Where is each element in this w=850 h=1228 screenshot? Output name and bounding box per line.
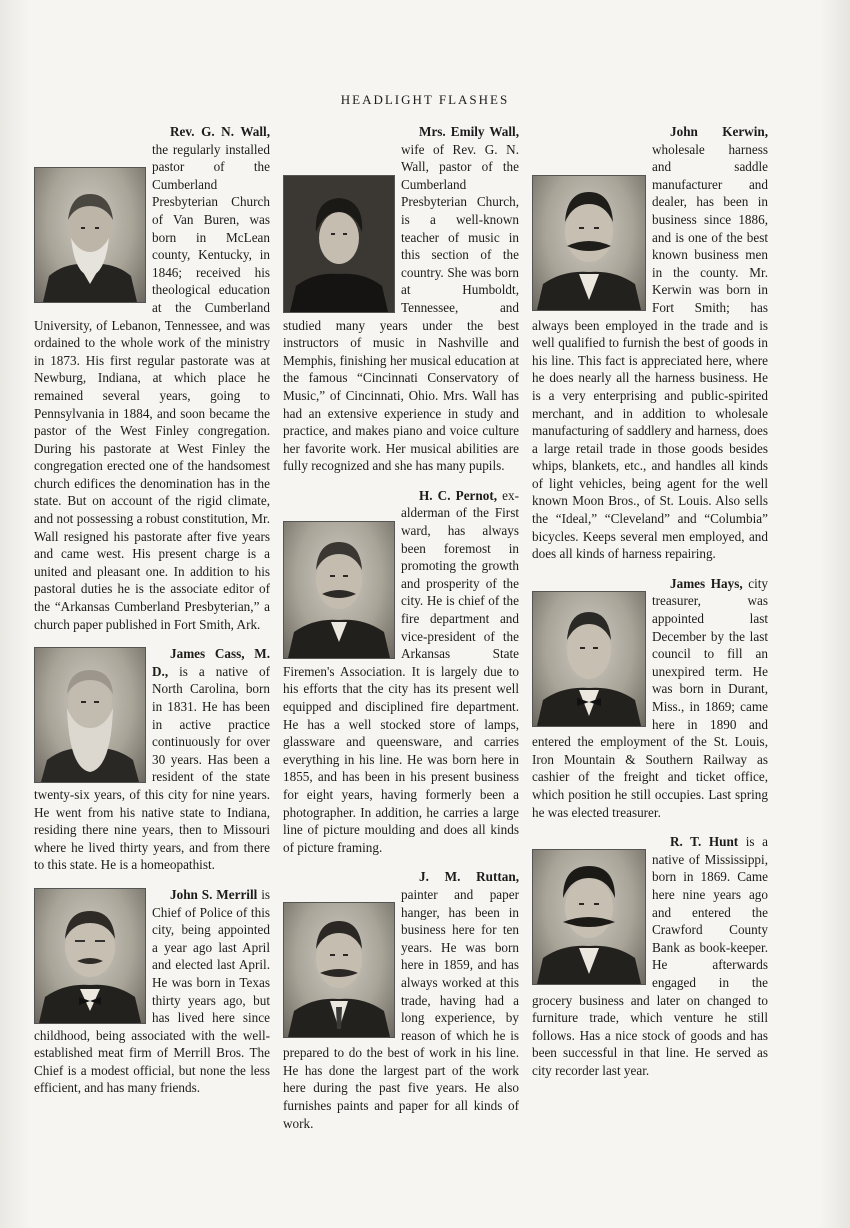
bio-ruttan	[283, 868, 519, 1132]
portrait-pernot	[283, 521, 395, 659]
bio-emily	[283, 123, 519, 475]
bio-name: Rev. G. N. Wall,	[170, 124, 270, 139]
portrait-merrill	[34, 888, 146, 1024]
bio-wall	[34, 123, 270, 633]
portrait-wall	[34, 167, 146, 303]
bio-name: Mrs. Emily Wall,	[419, 124, 519, 139]
bio-name: John Kerwin,	[670, 124, 768, 139]
bio-text: ex-alderman of the First ward, has always been foremost in promoting the growth and prosperity of the city. He is chief of the fire department and vice-president of the Arkansas State Firemen's Association. It is largely due to his efforts that the city has its present well equipped and disciplined fire department. He has a well stocked store of lamps, glassware and queensware, and carries everything in his line. He was born here in 1855, and has been in his present business for eight years, having formerly been a photographer. In addition, he carries a large line of picture moulding and does all kinds of picture framing.	[283, 487, 519, 855]
bio-text: is a native of Mississippi, born in 1869. Came here nine years ago and entered the Crawford County Bank as book-keeper. He afterwards engaged in the grocery business and later on changed to furniture trade, which venture he still follows. Has a nice stock of goods and has been successful in that line. He served as city recorder last year.	[532, 834, 769, 1078]
portrait-emily-wall	[283, 175, 395, 313]
portrait-cass	[34, 647, 146, 783]
bio-text: wholesale harness and saddle manufacturer and dealer, has been in business since 1886, and is one of the best known business men in the county. Mr. Kerwin was born in Fort Smith; has always been employed in the trade and is well qualified to furnish the best of goods in his line. This fact is appreciated here, where he does nearly all the harness business. He is a very enterprising and public-spirited merchant, and in addition to wholesale manufacturing of saddlery and harness, does a large retail trade in those goods besides whips, blankets, etc., and handles all kinds of light vehicles, being agent for the well known Moon Bros., of St. Louis. Also sells the “Ideal,” “Cleveland” and “Columbia” bicycles. Keeps several men employed, and does all kinds of harness repairing.	[532, 141, 768, 562]
bio-name: James Cass, M. D.,	[152, 646, 270, 679]
bio-merrill	[34, 886, 270, 1097]
portrait-hays	[532, 591, 646, 727]
bio-name: James Hays,	[670, 575, 743, 591]
bio-text: wife of Rev. G. N. Wall, pastor of the Cumberland Presbyterian Church, is a well-known teacher of music in this section of the country. She was born at Humboldt, Tennessee, and studied many years under the best instructors of music in Nashville and Memphis, finishing her musical education at the famous “Cincinnati Conservatory of Music,” of Cincinnati, Ohio. Mrs. Wall has had an extensive experience in study and practice, and makes piano and voice culture her favorite work. Her musical abilities are fully recognized and she has many pupils.	[283, 141, 519, 474]
bio-text: painter and paper hanger, has been in business here for ten years. He was born here in 1859, and has always worked at this trade, having had a long experience, by reason of which he is prepared to do the best of work in his line. He has done the largest part of the work here during the past five years. He also furnishes paints and paper for all kinds of work.	[283, 886, 519, 1131]
bio-text: is a native of North Carolina, born in 1831. He has been in active practice continuously for over 30 years. Has been a resident of the state twenty-six years, of this city for nine years. He went from his native state to Indiana, residing there nine years, then to Missouri where he lived thirty years, and from there to this state. He is a homeopathist.	[34, 663, 270, 873]
column-middle	[283, 123, 519, 1144]
bio-text: is Chief of Police of this city, being appointed a year ago last April and elected last April. He was born in Texas thirty years ago, but has lived here since childhood, being associated with the well-established meat firm of Merrill Bros. The Chief is a modest official, but none the less efficient, and has many friends.	[34, 886, 270, 1096]
portrait-ruttan	[283, 902, 395, 1038]
bio-cass	[34, 645, 270, 874]
bio-hays	[532, 575, 768, 821]
bio-hunt	[532, 833, 768, 1079]
bio-name: J. M. Ruttan,	[419, 869, 519, 885]
bio-text: the regularly installed pastor of the Cumberland Presbyterian Church of Van Buren, was born in McLean county, Kentucky, in 1846; received his theological education at the Cumberland University, of Lebanon, Tennessee, and was ordained to the whole work of the ministry in 1873. His first regular pastorate was at Newburg, Indiana, at which place he remained several years, going to Pennsylvania in 1884, and soon became the pastor of the West Finley congregation. During his pastorate at West Finley the congregation erected one of the handsomest church edifices the denomination has in the state. But on account of the rigid climate, and not possessing a robust constitution, Mr. Wall resigned his pastorate after five years and came west. His present charge is a united and pleasant one. In addition to his pastoral duties he is the associate editor of the “Arkansas Cumberland Presbyterian,” a church paper published in Fort Smith, Ark.	[34, 141, 270, 632]
bio-text: city treasurer, was appointed last December by the last council to fill an unexpired term. He was born in Durant, Miss., in 1869; came here in 1890 and entered the employment of the St. Louis, Iron Mountain & Southern Railway as cashier of the freight and ticket office, which position he still occupies. Last spring he was elected treasurer.	[532, 575, 768, 820]
bio-kerwin	[532, 123, 768, 563]
bio-name: H. C. Pernot,	[419, 487, 498, 503]
portrait-kerwin	[532, 175, 646, 311]
bio-pernot	[283, 487, 519, 856]
column-left	[34, 123, 270, 1109]
column-right	[532, 123, 768, 1091]
portrait-hunt	[532, 849, 646, 985]
bio-name: R. T. Hunt	[670, 834, 739, 850]
bio-name: John S. Merrill	[170, 886, 258, 902]
page-title: HEADLIGHT FLASHES	[340, 92, 510, 107]
